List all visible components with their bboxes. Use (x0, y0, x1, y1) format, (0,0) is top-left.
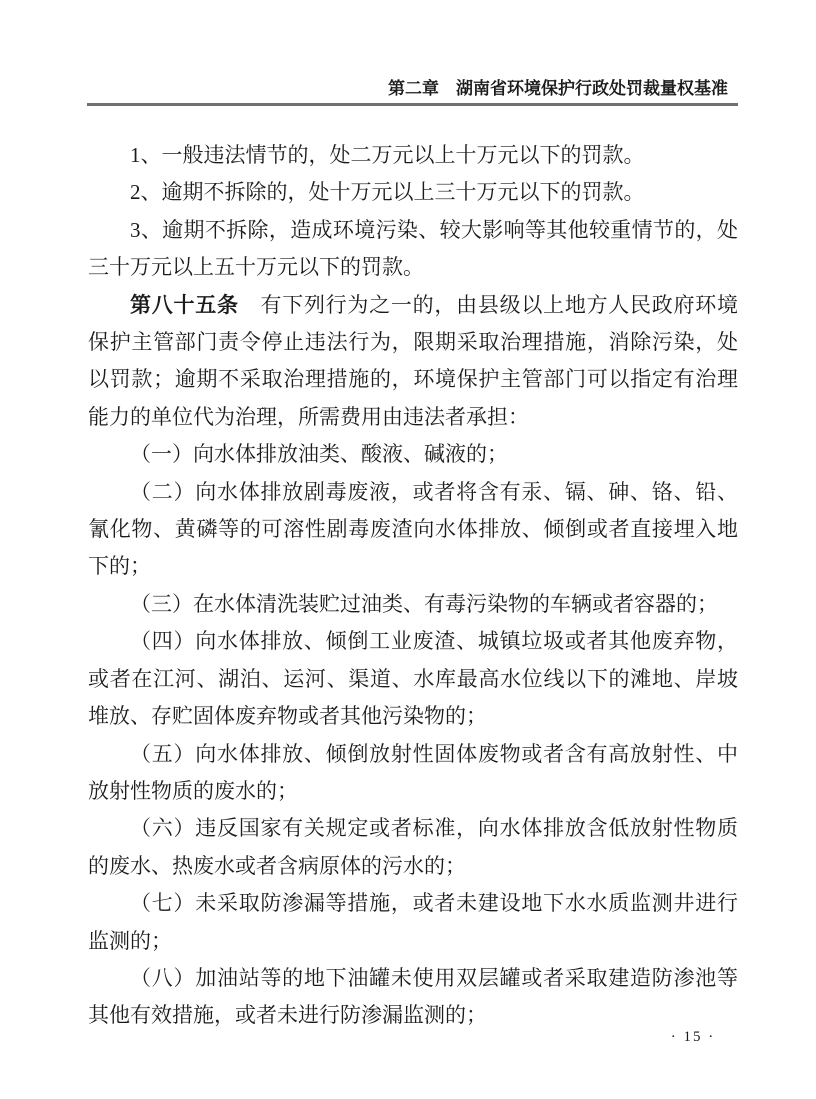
header-title: 湖南省环境保护行政处罚裁量权基准 (456, 79, 728, 98)
header-rule (87, 103, 738, 106)
text-line: 3、逾期不拆除，造成环境污染、较大影响等其他较重情节的，处 (130, 217, 738, 242)
text-line: 能力的单位代为治理，所需费用由违法者承担： (88, 404, 529, 429)
text-line: 监测的； (88, 928, 172, 953)
document-body (88, 137, 738, 1035)
text-line: 1、一般违法情节的，处二万元以上十万元以下的罚款。 (130, 143, 645, 167)
text-line: 放射性物质的废水的； (88, 778, 298, 803)
text-line: （二）向水体排放剧毒废液，或者将含有汞、镉、砷、铬、铅、 (130, 479, 738, 504)
article-85-item-3 (88, 586, 738, 623)
text-line: 其他有效措施，或者未进行防渗漏监测的； (88, 1003, 487, 1028)
text-line: （六）违反国家有关规定或者标准，向水体排放含低放射性物质 (130, 816, 738, 841)
article-85-item-5 (88, 736, 738, 811)
text-line (88, 287, 738, 324)
clause-penalty-level-3 (88, 212, 738, 287)
article-85-item-4 (88, 623, 738, 735)
text-line: 以罚款；逾期不采取治理措施的，环境保护主管部门可以指定有治理 (88, 367, 738, 392)
article-85-item-6 (88, 810, 738, 885)
article-85-item-1 (88, 436, 738, 473)
text-line: 下的； (88, 554, 151, 579)
text-line: （八）加油站等的地下油罐未使用双层罐或者采取建造防渗池等 (130, 965, 738, 990)
article-85-item-7 (88, 885, 738, 960)
article-85-item-8 (88, 960, 738, 1035)
text-line: （三）在水体清洗装贮过油类、有毒污染物的车辆或者容器的； (130, 591, 718, 616)
text-line: （七）未采取防渗漏等措施，或者未建设地下水水质监测井进行 (130, 891, 738, 916)
running-header (88, 78, 728, 100)
clause-penalty-level-1 (88, 137, 738, 174)
text-line: 保护主管部门责令停止违法行为，限期采取治理措施，消除污染，处 (88, 330, 738, 355)
text-line: （一）向水体排放油类、酸液、碱液的； (130, 442, 508, 467)
clause-penalty-level-2 (88, 174, 738, 211)
text-line: 三十万元以上五十万元以下的罚款。 (88, 255, 424, 280)
article-number: 第八十五条 (130, 292, 239, 317)
text-line: 2、逾期不拆除的，处十万元以上三十万元以下的罚款。 (130, 180, 645, 205)
text-line: 或者在江河、湖泊、运河、渠道、水库最高水位线以下的滩地、岸坡 (88, 666, 738, 691)
text-line: 堆放、存贮固体废弃物或者其他污染物的； (88, 704, 487, 729)
page-number: · 15 · (670, 1029, 716, 1045)
page-footer (643, 1029, 743, 1046)
text-line: 氰化物、黄磷等的可溶性剧毒废渣向水体排放、倾倒或者直接埋入地 (88, 517, 738, 542)
text-line: （五）向水体排放、倾倒放射性固体废物或者含有高放射性、中 (130, 741, 738, 766)
text-line: 的废水、热废水或者含病原体的污水的； (88, 853, 466, 878)
article-85-item-2 (88, 474, 738, 586)
text-line: （四）向水体排放、倾倒工业废渣、城镇垃圾或者其他废弃物， (130, 629, 738, 654)
article-text: 有下列行为之一的，由县级以上地方人民政府环境 (238, 292, 739, 317)
article-85 (88, 287, 738, 437)
header-chapter-label: 第二章 (388, 79, 439, 98)
